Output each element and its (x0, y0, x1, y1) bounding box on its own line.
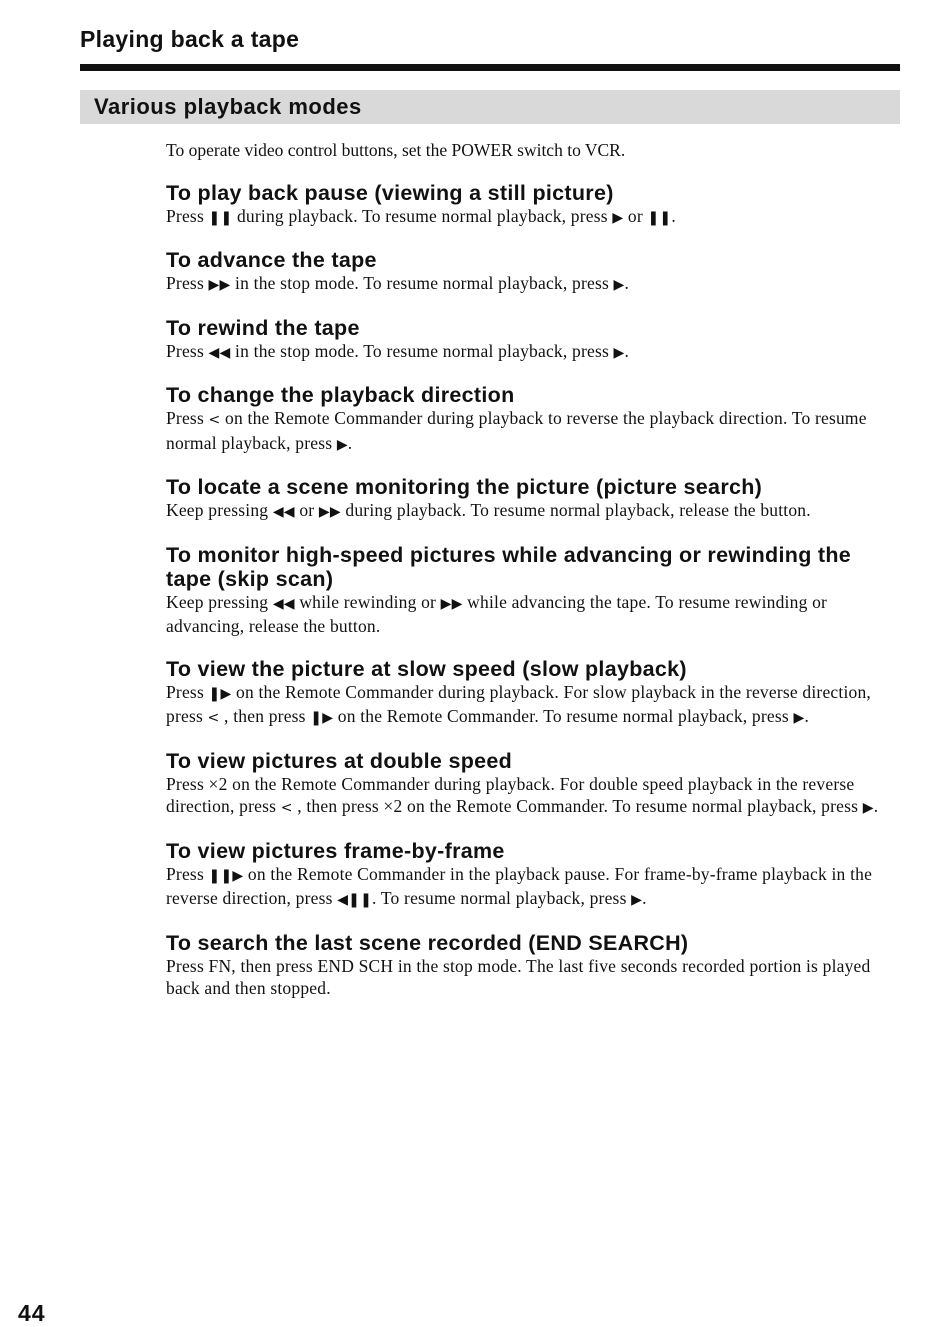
play-button-icon: ▶ (793, 710, 805, 726)
playback-mode-description (166, 205, 900, 230)
description-text: Keep pressing (166, 591, 273, 612)
reverse-direction-icon: < (280, 800, 293, 816)
description-text: in the stop mode. To resume normal playback, press (230, 273, 614, 293)
section-heading-bar (80, 90, 900, 124)
play-button-icon: ▶ (613, 344, 625, 361)
description-text: on the Remote Commander during playback. For slow playback in the reverse direction, press (166, 681, 871, 726)
playback-mode-title: To monitor high-speed pictures while advancing or rewinding the tape (skip scan) (166, 542, 852, 591)
description-text: . (624, 340, 630, 361)
playback-mode-block (166, 749, 900, 820)
section-title: Various playback modes (94, 94, 362, 119)
playback-mode-title: To locate a scene monitoring the picture (picture search) (166, 475, 763, 499)
playback-mode-title: To view the picture at slow speed (slow playback) (166, 656, 687, 681)
playback-mode-block (166, 316, 900, 365)
description-text: . (624, 273, 630, 293)
playback-mode-description (166, 863, 900, 912)
fast-forward-button-icon: ▶▶ (318, 504, 341, 520)
playback-mode-title: To play back pause (viewing a still picture) (166, 180, 614, 205)
playback-mode-title: To view pictures frame-by-frame (166, 838, 505, 863)
playback-mode-block (166, 931, 900, 1000)
description-text: Press ×2 on the Remote Commander during playback. For double speed playback in the reverse direction, press (166, 773, 855, 816)
description-text: . (873, 796, 879, 816)
description-text: on the Remote Commander during playback to reverse the playback direction. To resume normal playback, press (166, 408, 867, 453)
description-text: in the stop mode. To resume normal playback, press (230, 340, 614, 361)
rewind-button-icon: ◀◀ (272, 504, 295, 520)
description-text: during playback. To resume normal playback, release the button. (340, 500, 811, 520)
slow-play-button-icon: ❚▶ (208, 685, 232, 702)
description-text: or (623, 205, 648, 226)
description-text: Press (166, 340, 209, 361)
playback-mode-block (166, 657, 900, 730)
description-text: during playback. To resume normal playback, press (232, 205, 613, 226)
playback-mode-description (166, 407, 900, 456)
description-text: on the Remote Commander. To resume normal playback, press (333, 706, 794, 726)
playback-mode-description (166, 499, 900, 524)
play-button-icon: ▶ (612, 209, 624, 226)
description-text: . To resume normal playback, press (372, 888, 632, 908)
playback-mode-block (166, 475, 900, 524)
playback-mode-description (166, 955, 900, 1000)
description-text: Press (166, 863, 209, 884)
playback-mode-title: To search the last scene recorded (END SEARCH) (166, 930, 689, 955)
description-text: Keep pressing (166, 500, 273, 520)
playback-mode-block (166, 383, 900, 456)
pause-button-icon: ❚❚ (208, 209, 233, 226)
pause-button-icon: ❚❚ (647, 209, 672, 226)
playback-mode-description (166, 681, 900, 730)
description-text: Press FN, then press END SCH in the stop mode. The last five seconds recorded portion is played back and then stopped. (166, 955, 871, 998)
playback-mode-block (166, 839, 900, 912)
rewind-button-icon: ◀◀ (208, 344, 231, 361)
description-text: Press (166, 681, 209, 702)
description-text: , then press (219, 706, 311, 726)
playback-mode-list (166, 181, 900, 1000)
playback-mode-description (166, 773, 900, 820)
description-text: , then press ×2 on the Remote Commander. To resume normal playback, press (292, 796, 863, 816)
page-header-title: Playing back a tape (80, 26, 300, 52)
description-text: . (671, 205, 676, 226)
content-area (166, 139, 900, 1000)
play-button-icon: ▶ (336, 436, 348, 453)
playback-mode-description (166, 591, 900, 638)
description-text: Press (166, 205, 209, 226)
rewind-button-icon: ◀◀ (272, 595, 295, 612)
intro-text: To operate video control buttons, set the POWER switch to VCR. (166, 140, 626, 160)
playback-mode-title: To rewind the tape (166, 315, 360, 340)
description-text: . (347, 432, 353, 453)
description-text: Press (166, 273, 209, 293)
frame-forward-button-icon: ❚❚▶ (208, 867, 244, 884)
playback-mode-block (166, 543, 900, 638)
description-text: or (294, 500, 319, 520)
playback-mode-title: To change the playback direction (166, 383, 515, 407)
playback-mode-description (166, 340, 900, 365)
slow-play-button-icon: ❚▶ (310, 710, 334, 726)
reverse-direction-icon: < (208, 412, 221, 428)
playback-mode-description (166, 272, 900, 297)
description-text: while rewinding or (294, 591, 441, 612)
frame-reverse-button-icon: ◀❚❚ (337, 892, 373, 908)
page-number: 44 (18, 1300, 46, 1326)
description-text: . (804, 706, 810, 726)
playback-mode-title: To view pictures at double speed (166, 748, 513, 773)
description-text: while advancing the tape. To resume rewinding or advancing, release the button. (166, 591, 828, 636)
playback-mode-block (166, 181, 900, 230)
play-button-icon: ▶ (862, 800, 874, 816)
playback-mode-block (166, 248, 900, 297)
header-rule (80, 64, 900, 71)
description-text: on the Remote Commander in the playback pause. For frame-by-frame playback in the reverse direction, press (166, 863, 873, 908)
description-text: . (642, 888, 647, 908)
fast-forward-button-icon: ▶▶ (208, 277, 231, 293)
reverse-direction-icon: < (207, 710, 220, 726)
fast-forward-button-icon: ▶▶ (440, 595, 463, 612)
playback-mode-title: To advance the tape (166, 248, 377, 272)
description-text: Press (166, 408, 209, 428)
play-button-icon: ▶ (631, 892, 643, 908)
play-button-icon: ▶ (613, 277, 625, 293)
